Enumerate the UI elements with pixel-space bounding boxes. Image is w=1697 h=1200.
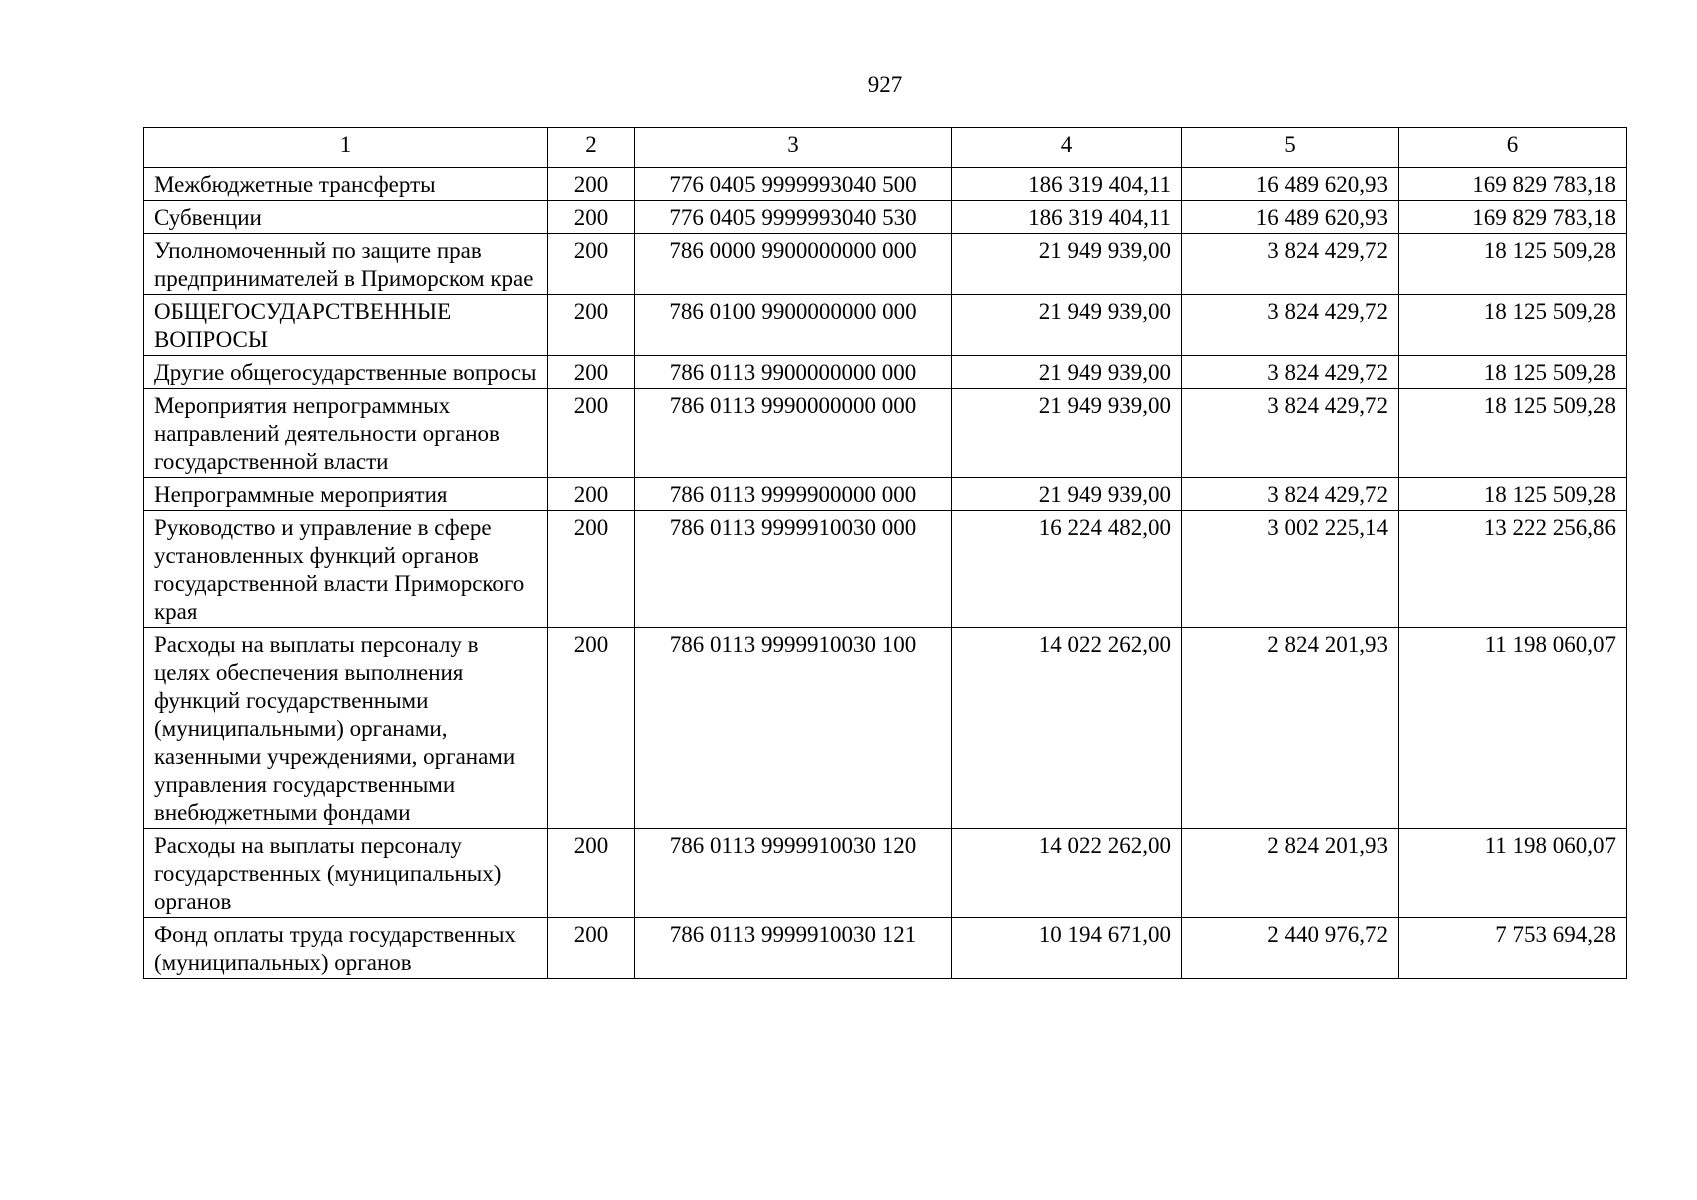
cell-remaining: 11 198 060,07 — [1399, 829, 1627, 918]
cell-plan: 21 949 939,00 — [952, 478, 1182, 511]
cell-name: Другие общегосударственные вопросы — [144, 356, 548, 389]
cell-executed: 3 824 429,72 — [1182, 389, 1399, 478]
cell-plan: 21 949 939,00 — [952, 295, 1182, 356]
cell-name: Уполномоченный по защите прав предпринимателей в Приморском крае — [144, 234, 548, 295]
cell-code: 200 — [548, 829, 635, 918]
table-row — [144, 918, 1627, 979]
cell-code: 200 — [548, 356, 635, 389]
cell-name: Фонд оплаты труда государственных (муниципальных) органов — [144, 918, 548, 979]
table-row — [144, 628, 1627, 829]
cell-plan: 14 022 262,00 — [952, 829, 1182, 918]
column-header: 1 — [144, 128, 548, 168]
table-row — [144, 511, 1627, 628]
table-row — [144, 478, 1627, 511]
cell-code: 200 — [548, 918, 635, 979]
cell-name: Расходы на выплаты персоналу в целях обеспечения выполнения функций государственными (муниципальными) органами, казенными учреждениями, органами управления государственными внебюджетными фондами — [144, 628, 548, 829]
cell-name: Непрограммные мероприятия — [144, 478, 548, 511]
budget-table — [143, 127, 1627, 979]
cell-plan: 21 949 939,00 — [952, 389, 1182, 478]
column-header: 5 — [1182, 128, 1399, 168]
column-header: 2 — [548, 128, 635, 168]
column-header: 4 — [952, 128, 1182, 168]
cell-classification: 786 0113 9999910030 120 — [635, 829, 952, 918]
cell-plan: 14 022 262,00 — [952, 628, 1182, 829]
cell-executed: 3 824 429,72 — [1182, 356, 1399, 389]
cell-classification: 776 0405 9999993040 530 — [635, 201, 952, 234]
cell-remaining: 18 125 509,28 — [1399, 478, 1627, 511]
cell-executed: 2 440 976,72 — [1182, 918, 1399, 979]
cell-code: 200 — [548, 478, 635, 511]
cell-classification: 786 0113 9900000000 000 — [635, 356, 952, 389]
cell-classification: 786 0100 9900000000 000 — [635, 295, 952, 356]
cell-classification: 776 0405 9999993040 500 — [635, 168, 952, 201]
cell-remaining: 11 198 060,07 — [1399, 628, 1627, 829]
cell-code: 200 — [548, 511, 635, 628]
page-number: 927 — [867, 72, 903, 97]
cell-name: Руководство и управление в сфере установленных функций органов государственной власти Приморского края — [144, 511, 548, 628]
cell-classification: 786 0113 9999910030 000 — [635, 511, 952, 628]
cell-code: 200 — [548, 168, 635, 201]
cell-remaining: 18 125 509,28 — [1399, 234, 1627, 295]
cell-executed: 3 824 429,72 — [1182, 234, 1399, 295]
cell-plan: 186 319 404,11 — [952, 168, 1182, 201]
cell-classification: 786 0113 9999900000 000 — [635, 478, 952, 511]
table-row — [144, 389, 1627, 478]
cell-code: 200 — [548, 234, 635, 295]
cell-executed: 3 824 429,72 — [1182, 478, 1399, 511]
cell-remaining: 7 753 694,28 — [1399, 918, 1627, 979]
cell-name: Мероприятия непрограммных направлений деятельности органов государственной власти — [144, 389, 548, 478]
table-row — [144, 168, 1627, 201]
cell-name: Межбюджетные трансферты — [144, 168, 548, 201]
table-row — [144, 201, 1627, 234]
column-header: 3 — [635, 128, 952, 168]
cell-plan: 21 949 939,00 — [952, 234, 1182, 295]
cell-plan: 186 319 404,11 — [952, 201, 1182, 234]
cell-remaining: 18 125 509,28 — [1399, 295, 1627, 356]
table-row — [144, 829, 1627, 918]
column-header: 6 — [1399, 128, 1627, 168]
cell-name: ОБЩЕГОСУДАРСТВЕННЫЕ ВОПРОСЫ — [144, 295, 548, 356]
cell-plan: 16 224 482,00 — [952, 511, 1182, 628]
table-row — [144, 356, 1627, 389]
cell-name: Субвенции — [144, 201, 548, 234]
cell-classification: 786 0113 9999910030 100 — [635, 628, 952, 829]
cell-executed: 3 824 429,72 — [1182, 295, 1399, 356]
cell-code: 200 — [548, 389, 635, 478]
cell-plan: 21 949 939,00 — [952, 356, 1182, 389]
cell-code: 200 — [548, 295, 635, 356]
cell-executed: 16 489 620,93 — [1182, 201, 1399, 234]
cell-executed: 2 824 201,93 — [1182, 829, 1399, 918]
cell-classification: 786 0113 9999910030 121 — [635, 918, 952, 979]
cell-code: 200 — [548, 628, 635, 829]
cell-remaining: 169 829 783,18 — [1399, 201, 1627, 234]
table-row — [144, 295, 1627, 356]
cell-classification: 786 0113 9990000000 000 — [635, 389, 952, 478]
cell-plan: 10 194 671,00 — [952, 918, 1182, 979]
cell-remaining: 13 222 256,86 — [1399, 511, 1627, 628]
table-row — [144, 234, 1627, 295]
cell-remaining: 18 125 509,28 — [1399, 356, 1627, 389]
cell-executed: 16 489 620,93 — [1182, 168, 1399, 201]
cell-executed: 3 002 225,14 — [1182, 511, 1399, 628]
cell-remaining: 169 829 783,18 — [1399, 168, 1627, 201]
cell-code: 200 — [548, 201, 635, 234]
cell-remaining: 18 125 509,28 — [1399, 389, 1627, 478]
cell-executed: 2 824 201,93 — [1182, 628, 1399, 829]
table-header-row — [144, 128, 1627, 168]
cell-name: Расходы на выплаты персоналу государственных (муниципальных) органов — [144, 829, 548, 918]
cell-classification: 786 0000 9900000000 000 — [635, 234, 952, 295]
